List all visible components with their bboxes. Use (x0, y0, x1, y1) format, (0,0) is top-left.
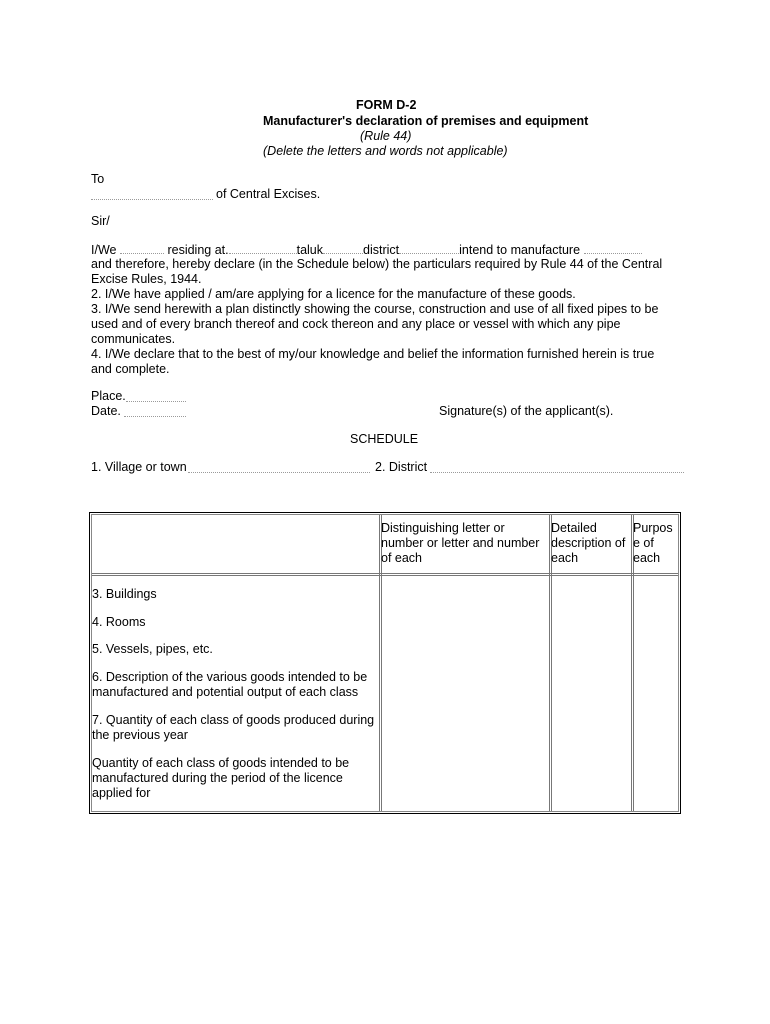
taluk-blank[interactable] (323, 242, 363, 254)
column-divider (549, 515, 550, 811)
goods-blank[interactable] (584, 242, 642, 254)
row-label-goods-description (92, 670, 367, 700)
column-divider (631, 515, 632, 811)
declaration-item3-line2: used and of every branch thereof and cock thereon and any place or vessel with which any pipe (91, 317, 621, 331)
to-label: To (91, 172, 105, 186)
declaration-item4-line2: and complete. (91, 362, 170, 376)
column-header-line: Detailed (551, 521, 597, 535)
district-blank[interactable] (399, 242, 459, 254)
declaration-line1 (91, 242, 642, 258)
header-row-divider (92, 573, 678, 574)
form-number: FORM D-2 (356, 98, 417, 112)
declaration-line2: and therefore, hereby declare (in the Schedule below) the particulars required by Rule 44 of the Central (91, 257, 663, 271)
row-label-line: Quantity of each class of goods intended to be (92, 756, 350, 770)
header-row-divider (92, 575, 678, 576)
name-blank[interactable] (120, 242, 164, 254)
office-blank[interactable] (91, 199, 213, 200)
declaration-line3: Excise Rules, 1944. (91, 272, 202, 286)
row-label-line: manufactured during the period of the licence (92, 771, 343, 785)
column-header-distinguishing (381, 521, 539, 566)
row-label-quantity-previous (92, 713, 374, 743)
date-label: Date. (91, 404, 121, 418)
column-header-line: each (633, 551, 661, 565)
row-label-line: 7. Quantity of each class of goods produced during (92, 713, 375, 727)
declaration-item3-line1: 3. I/We send herewith a plan distinctly showing the course, construction and use of all fixed pipes to be (91, 302, 659, 316)
column-divider (379, 515, 380, 811)
declaration-item4-line1: 4. I/We declare that to the best of my/our knowledge and belief the information furnished herein is true (91, 347, 655, 361)
i-we-label: I/We (91, 243, 117, 257)
column-header-description (551, 521, 625, 566)
column-header-line: each (551, 551, 579, 565)
column-header-line: of each (381, 551, 423, 565)
signature-label: Signature(s) of the applicant(s). (439, 404, 614, 418)
office-suffix: of Central Excises. (216, 187, 321, 201)
column-header-line: Purpos (633, 521, 673, 535)
form-instruction: (Delete the letters and words not applicable) (263, 144, 508, 158)
declaration-item3-line3: communicates. (91, 332, 176, 346)
village-blank[interactable] (188, 472, 370, 473)
place-blank[interactable] (126, 401, 186, 402)
district-label: district (363, 243, 400, 257)
row-label-buildings: 3. Buildings (92, 587, 157, 601)
row-label-rooms: 4. Rooms (92, 615, 146, 629)
column-header-line: e of (633, 536, 654, 550)
form-title: Manufacturer's declaration of premises and equipment (263, 114, 589, 128)
column-header-line: description of (551, 536, 626, 550)
row-label-line: applied for (92, 786, 151, 800)
place-label: Place. (91, 389, 126, 403)
intend-label: intend to manufacture (459, 243, 581, 257)
row-label-line: 6. Description of the various goods intended to be (92, 670, 368, 684)
row-label-line: the previous year (92, 728, 188, 742)
column-header-line: number or letter and number (381, 536, 540, 550)
district-field-label: 2. District (375, 460, 428, 474)
residing-label: residing at. (167, 243, 229, 257)
row-label-quantity-licence (92, 756, 349, 801)
schedule-heading: SCHEDULE (350, 432, 419, 446)
column-header-purpose (633, 521, 673, 566)
taluk-label: taluk (296, 243, 324, 257)
date-blank[interactable] (124, 416, 186, 417)
rule-reference: (Rule 44) (360, 129, 412, 143)
district-field-blank[interactable] (430, 472, 684, 473)
column-header-line: Distinguishing letter or (381, 521, 505, 535)
residence-blank[interactable] (229, 242, 297, 254)
salutation: Sir/ (91, 214, 110, 228)
row-label-vessels: 5. Vessels, pipes, etc. (92, 642, 213, 656)
declaration-item2: 2. I/We have applied / am/are applying for a licence for the manufacture of these goods. (91, 287, 576, 301)
village-label: 1. Village or town (91, 460, 187, 474)
row-label-line: manufactured and potential output of each class (92, 685, 359, 699)
